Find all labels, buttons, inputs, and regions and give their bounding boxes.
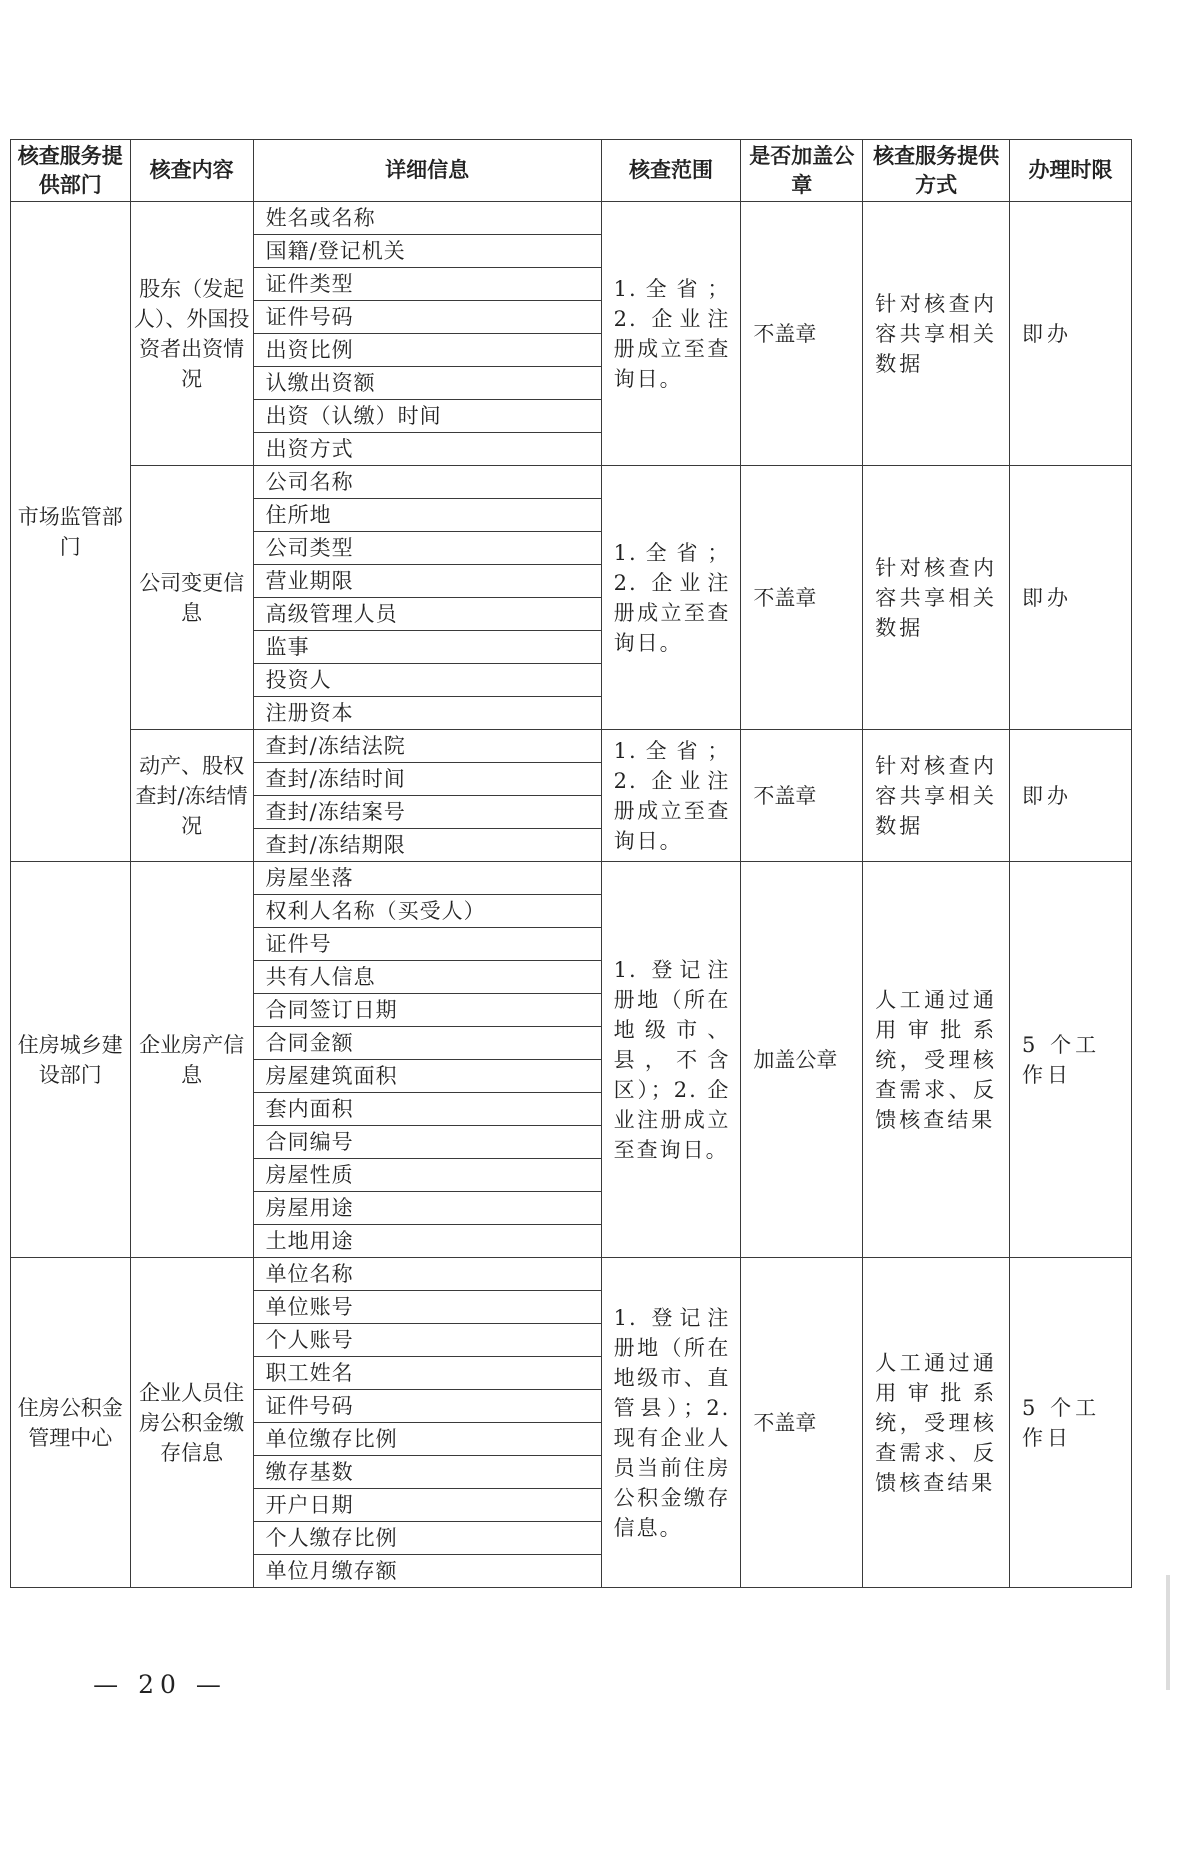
- detail-cell: 开户日期: [253, 1489, 601, 1522]
- detail-cell: 证件类型: [253, 268, 601, 301]
- detail-cell: 营业期限: [253, 565, 601, 598]
- detail-cell: 单位名称: [253, 1258, 601, 1291]
- header-dept: 核查服务提供部门: [11, 140, 131, 202]
- detail-cell: 房屋用途: [253, 1192, 601, 1225]
- dept-cell: 住房城乡建设部门: [11, 862, 131, 1258]
- limit-cell: 即办: [1010, 730, 1132, 862]
- detail-cell: 姓名或名称: [253, 202, 601, 235]
- detail-cell: 个人账号: [253, 1324, 601, 1357]
- detail-cell: 投资人: [253, 664, 601, 697]
- detail-cell: 查封/冻结案号: [253, 796, 601, 829]
- detail-cell: 个人缴存比例: [253, 1522, 601, 1555]
- content-cell: 动产、股权查封/冻结情况: [130, 730, 253, 862]
- seal-cell: 不盖章: [741, 466, 863, 730]
- detail-cell: 单位账号: [253, 1291, 601, 1324]
- seal-cell: 不盖章: [741, 1258, 863, 1588]
- detail-cell: 合同编号: [253, 1126, 601, 1159]
- content-cell: 公司变更信息: [130, 466, 253, 730]
- header-scope: 核查范围: [601, 140, 741, 202]
- header-method: 核查服务提供方式: [863, 140, 1010, 202]
- page-number: — 20 —: [93, 1670, 227, 1699]
- seal-cell: 不盖章: [741, 202, 863, 466]
- detail-cell: 查封/冻结时间: [253, 763, 601, 796]
- table-row: [11, 1258, 1132, 1291]
- header-detail: 详细信息: [253, 140, 601, 202]
- detail-cell: 合同签订日期: [253, 994, 601, 1027]
- detail-cell: 认缴出资额: [253, 367, 601, 400]
- method-cell: 针对核查内容共享相关数据: [863, 202, 1010, 466]
- method-cell: 人工通过通用审批系统，受理核查需求、反馈核查结果: [863, 862, 1010, 1258]
- detail-cell: 职工姓名: [253, 1357, 601, 1390]
- detail-cell: 单位缴存比例: [253, 1423, 601, 1456]
- content-cell: 企业人员住房公积金缴存信息: [130, 1258, 253, 1588]
- detail-cell: 证件号码: [253, 301, 601, 334]
- dept-cell: 住房公积金管理中心: [11, 1258, 131, 1588]
- detail-cell: 单位月缴存额: [253, 1555, 601, 1588]
- detail-cell: 高级管理人员: [253, 598, 601, 631]
- header-limit: 办理时限: [1010, 140, 1132, 202]
- detail-cell: 套内面积: [253, 1093, 601, 1126]
- detail-cell: 查封/冻结期限: [253, 829, 601, 862]
- scroll-indicator: [1166, 1575, 1170, 1690]
- scope-cell: 1.全省；2. 企业注册成立至查询日。: [601, 730, 741, 862]
- method-cell: 人工通过通用审批系统，受理核查需求、反馈核查结果: [863, 1258, 1010, 1588]
- header-content: 核查内容: [130, 140, 253, 202]
- seal-cell: 不盖章: [741, 730, 863, 862]
- detail-cell: 住所地: [253, 499, 601, 532]
- verification-table: [10, 139, 1132, 1588]
- seal-cell: 加盖公章: [741, 862, 863, 1258]
- content-cell: 企业房产信息: [130, 862, 253, 1258]
- method-cell: 针对核查内容共享相关数据: [863, 730, 1010, 862]
- detail-cell: 公司名称: [253, 466, 601, 499]
- detail-cell: 土地用途: [253, 1225, 601, 1258]
- detail-cell: 出资方式: [253, 433, 601, 466]
- detail-cell: 监事: [253, 631, 601, 664]
- detail-cell: 房屋坐落: [253, 862, 601, 895]
- detail-cell: 共有人信息: [253, 961, 601, 994]
- table-row: [11, 202, 1132, 235]
- table-row: [11, 466, 1132, 499]
- detail-cell: 权利人名称（买受人）: [253, 895, 601, 928]
- detail-cell: 出资（认缴）时间: [253, 400, 601, 433]
- detail-cell: 注册资本: [253, 697, 601, 730]
- limit-cell: 即办: [1010, 202, 1132, 466]
- table-row: [11, 862, 1132, 895]
- detail-cell: 证件号: [253, 928, 601, 961]
- dept-cell: 市场监管部门: [11, 202, 131, 862]
- limit-cell: 5 个工作日: [1010, 862, 1132, 1258]
- method-cell: 针对核查内容共享相关数据: [863, 466, 1010, 730]
- scope-cell: 1. 登记注册地（所在地级市、直管县）；2. 现有企业人员当前住房公积金缴存信息。: [601, 1258, 741, 1588]
- content-cell: 股东（发起人）、外国投资者出资情况: [130, 202, 253, 466]
- detail-cell: 查封/冻结法院: [253, 730, 601, 763]
- scope-cell: 1. 登记注册地（所在地级市、县，不含区）；2. 企业注册成立至查询日。: [601, 862, 741, 1258]
- limit-cell: 即办: [1010, 466, 1132, 730]
- table-body: [11, 202, 1132, 1588]
- detail-cell: 缴存基数: [253, 1456, 601, 1489]
- detail-cell: 合同金额: [253, 1027, 601, 1060]
- detail-cell: 国籍/登记机关: [253, 235, 601, 268]
- detail-cell: 房屋性质: [253, 1159, 601, 1192]
- header-seal: 是否加盖公章: [741, 140, 863, 202]
- table-row: [11, 730, 1132, 763]
- header-row: [11, 140, 1132, 202]
- limit-cell: 5 个工作日: [1010, 1258, 1132, 1588]
- scope-cell: 1.全省；2. 企业注册成立至查询日。: [601, 202, 741, 466]
- detail-cell: 出资比例: [253, 334, 601, 367]
- scope-cell: 1.全省；2. 企业注册成立至查询日。: [601, 466, 741, 730]
- table-header: [11, 140, 1132, 202]
- detail-cell: 房屋建筑面积: [253, 1060, 601, 1093]
- detail-cell: 公司类型: [253, 532, 601, 565]
- detail-cell: 证件号码: [253, 1390, 601, 1423]
